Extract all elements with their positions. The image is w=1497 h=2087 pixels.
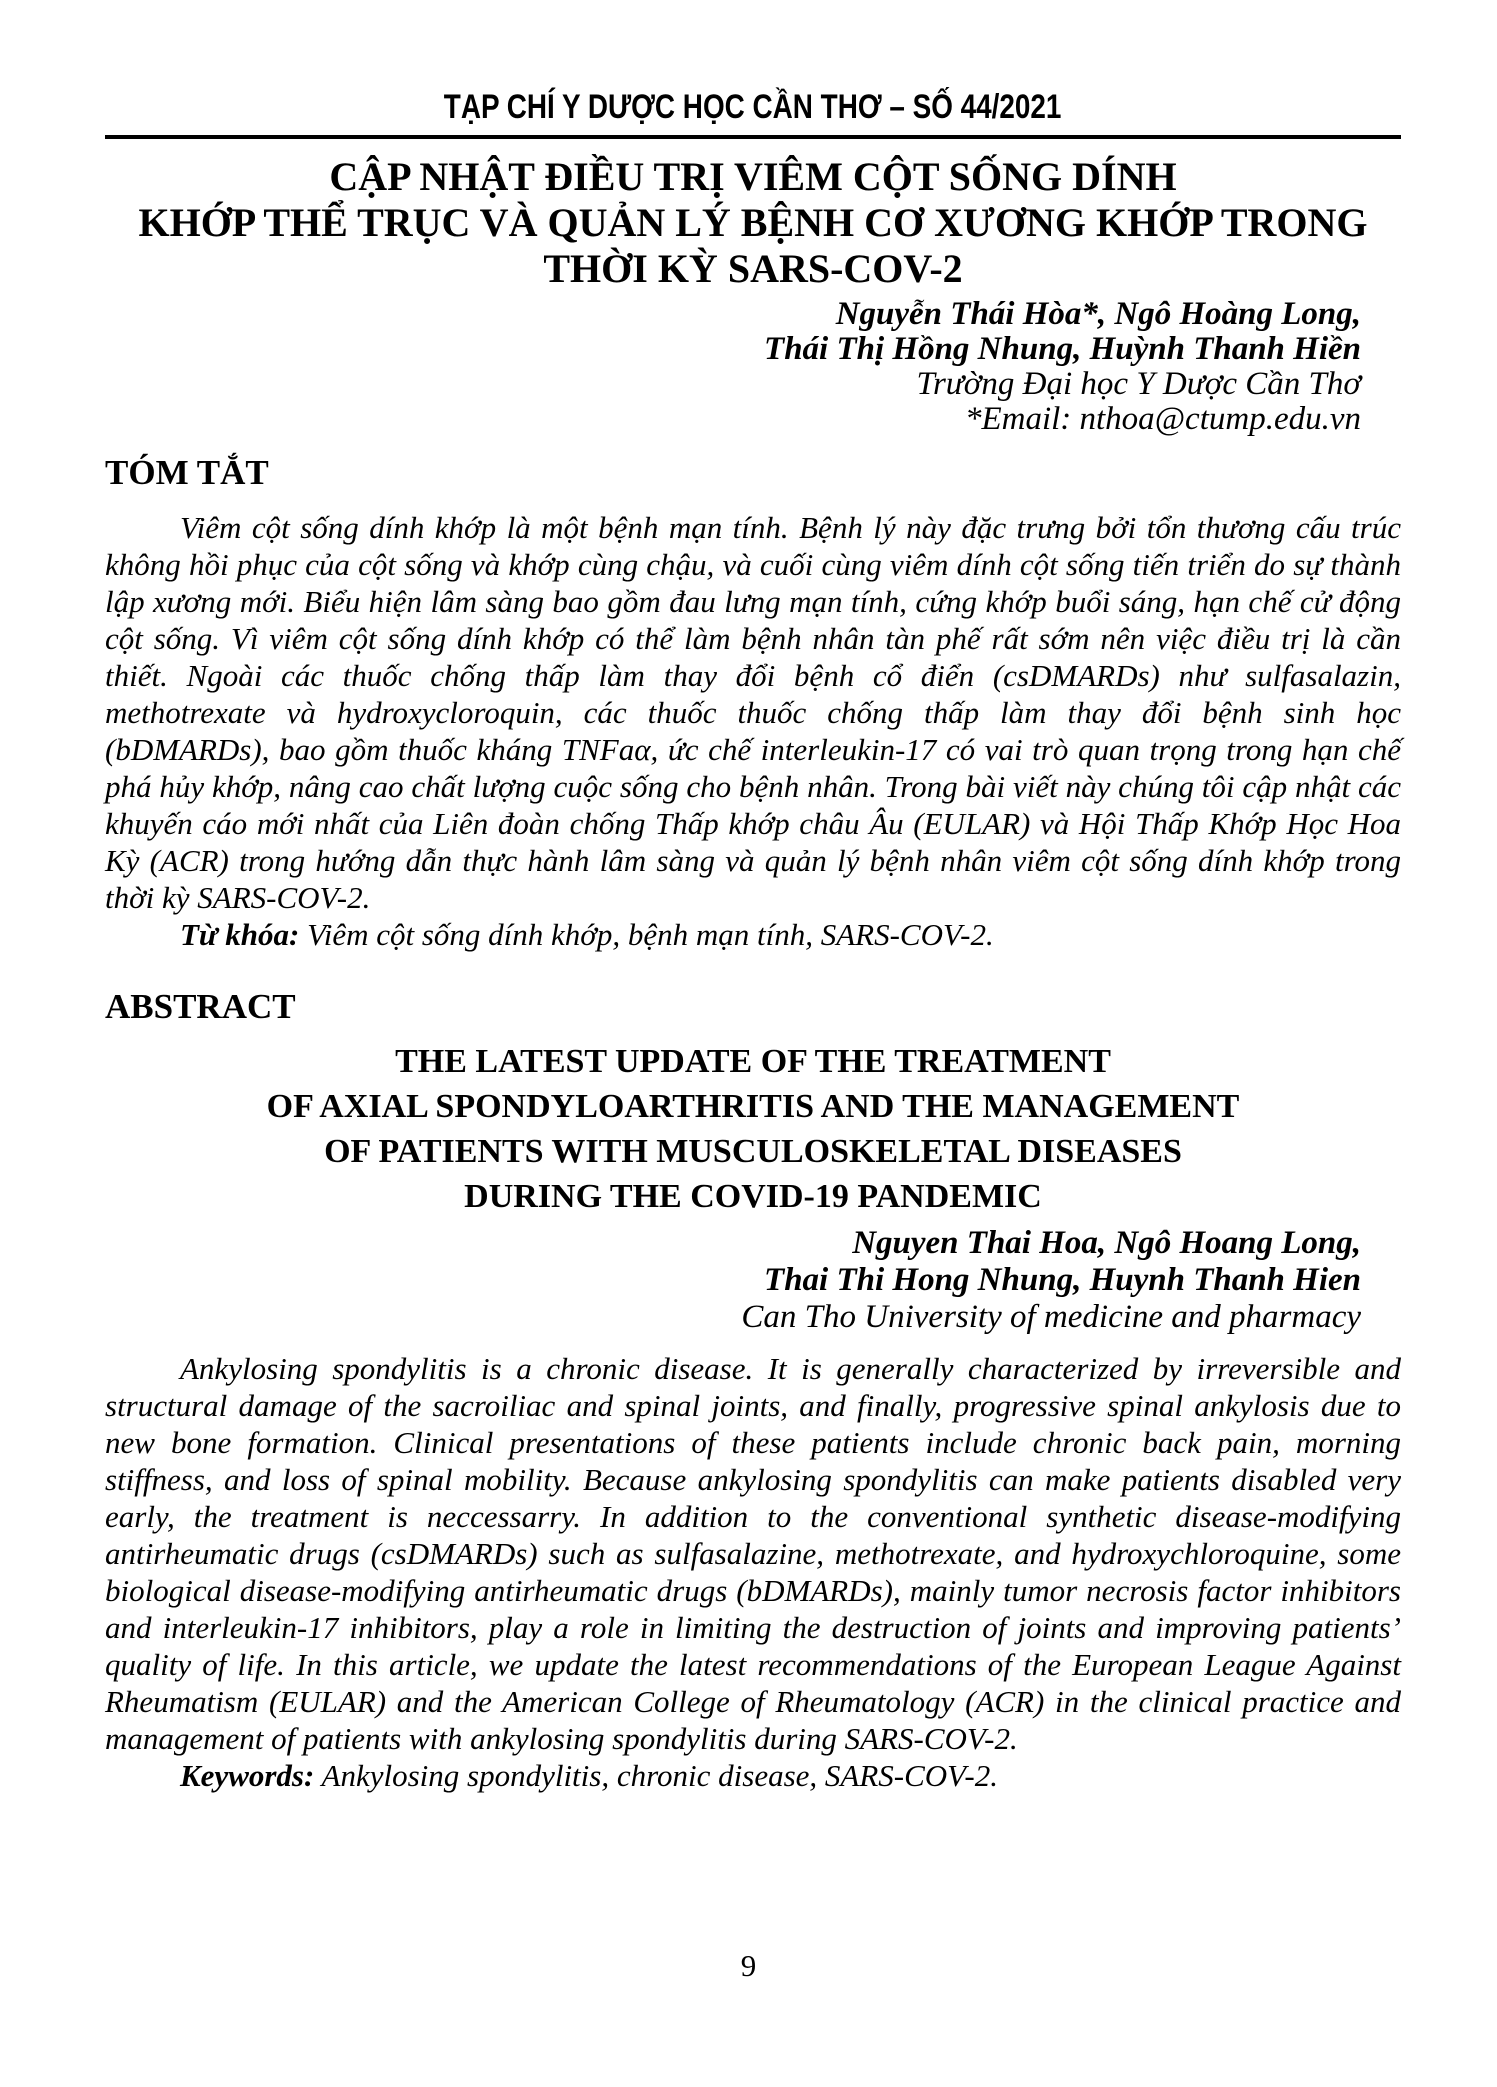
keywords-text-en: Ankylosing spondylitis, chronic disease, SARS-COV-2. [314,1758,998,1793]
affiliation-en: Can Tho University of medicine and pharmacy [741,1299,1361,1335]
authors-en-line2: Thai Thi Hong Nhung, Huynh Thanh Hien [764,1262,1361,1298]
page-number: 9 [740,1948,757,1983]
email-line: *Email: nthoa@ctump.edu.vn [964,401,1361,437]
article-title-en-line1: THE LATEST UPDATE OF THE TREATMENT [395,1043,1111,1080]
authors-vi-line2: Thái Thị Hồng Nhung, Huỳnh Thanh Hiền [764,331,1361,367]
article-title-vi-line1: CẬP NHẬT ĐIỀU TRỊ VIÊM CỘT SỐNG DÍNH [329,154,1177,199]
article-title-vi-line3: THỜI KỲ SARS-COV-2 [543,246,963,291]
authors-vi-line1: Nguyễn Thái Hòa*, Ngô Hoàng Long, [835,296,1361,332]
journal-header-text: TẠP CHÍ Y DƯỢC HỌC CẦN THƠ – SỐ 44/2021 [444,88,1062,126]
article-title-en-line3: OF PATIENTS WITH MUSCULOSKELETAL DISEASES [324,1133,1182,1170]
author-block-vi [105,297,1401,437]
authors-en-line1: Nguyen Thai Hoa, Ngô Hoang Long, [852,1225,1361,1261]
affiliation-vi: Trường Đại học Y Dược Cần Thơ [916,366,1361,402]
abstract-heading-en: ABSTRACT [105,987,296,1026]
article-title-vi [105,154,1401,292]
abstract-body-vi: Viêm cột sống dính khớp là một bệnh mạn tính. Bệnh lý này đặc trưng bởi tổn thương cấu trúc không hồi phục của cột sống và khớp cùng chậu, và cuối cùng viêm dính cột sống tiến triển do sự thành lập xương mới. Biểu hiện lâm sàng bao gồm đau lưng mạn tính, cứng khớp buổi sáng, hạn chế cử động cột sống. Vì viêm cột sống dính khớp có thể làm bệnh nhân tàn phế rất sớm nên việc điều trị là cần thiết. Ngoài các thuốc chống thấp làm thay đổi bệnh cổ điển (csDMARDs) như sulfasalazin, methotrexate và hydroxycloroquin, các thuốc thuốc chống thấp làm thay đổi bệnh sinh học (bDMARDs), bao gồm thuốc kháng TNFaα, ức chế interleukin-17 có vai trò quan trọng trong hạn chế phá hủy khớp, nâng cao chất lượng cuộc sống cho bệnh nhân. Trong bài viết này chúng tôi cập nhật các khuyến cáo mới nhất của Liên đoàn chống Thấp khớp châu Âu (EULAR) và Hội Thấp Khớp Học Hoa Kỳ (ACR) trong hướng dẫn thực hành lâm sàng và quản lý bệnh nhân viêm cột sống dính khớp trong thời kỳ SARS-COV-2. [105,510,1401,915]
journal-header [105,0,1401,126]
keywords-line-vi [105,916,1401,953]
keywords-label-vi: Từ khóa: [180,917,300,952]
abstract-body-en: Ankylosing spondylitis is a chronic disease. It is generally characterized by irreversible and structural damage of the sacroiliac and spinal joints, and finally, progressive spinal ankylosis due to new bone formation. Clinical presentations of these patients include chronic back pain, morning stiffness, and loss of spinal mobility. Because ankylosing spondylitis can make patients disabled very early, the treatment is neccessarry. In addition to the conventional synthetic disease-modifying antirheumatic drugs (csDMARDs) such as sulfasalazine, methotrexate, and hydroxychloroquine, some biological disease-modifying antirheumatic drugs (bDMARDs), mainly tumor necrosis factor inhibitors and interleukin-17 inhibitors, play a role in limiting the destruction of joints and improving patients’ quality of life. In this article, we update the latest recommendations of the European League Against Rheumatism (EULAR) and the American College of Rheumatology (ACR) in the clinical practice and management of patients with ankylosing spondylitis during SARS-COV-2. [105,1351,1401,1756]
header-divider [105,135,1401,139]
author-block-en [105,1225,1401,1336]
article-title-en-line2: OF AXIAL SPONDYLOARTHRITIS AND THE MANAGEMENT [266,1088,1240,1125]
article-title-vi-line2: KHỚP THỂ TRỤC VÀ QUẢN LÝ BỆNH CƠ XƯƠNG KHỚP TRONG [138,200,1368,245]
keywords-line-en [105,1757,1401,1794]
page-content [105,0,1401,1794]
keywords-label-en: Keywords: [180,1758,315,1793]
keywords-text-vi: Viêm cột sống dính khớp, bệnh mạn tính, SARS-COV-2. [299,917,994,952]
abstract-heading-vi: TÓM TẮT [105,453,269,492]
article-title-en-line4: DURING THE COVID-19 PANDEMIC [464,1178,1042,1215]
article-title-en [105,1039,1401,1219]
